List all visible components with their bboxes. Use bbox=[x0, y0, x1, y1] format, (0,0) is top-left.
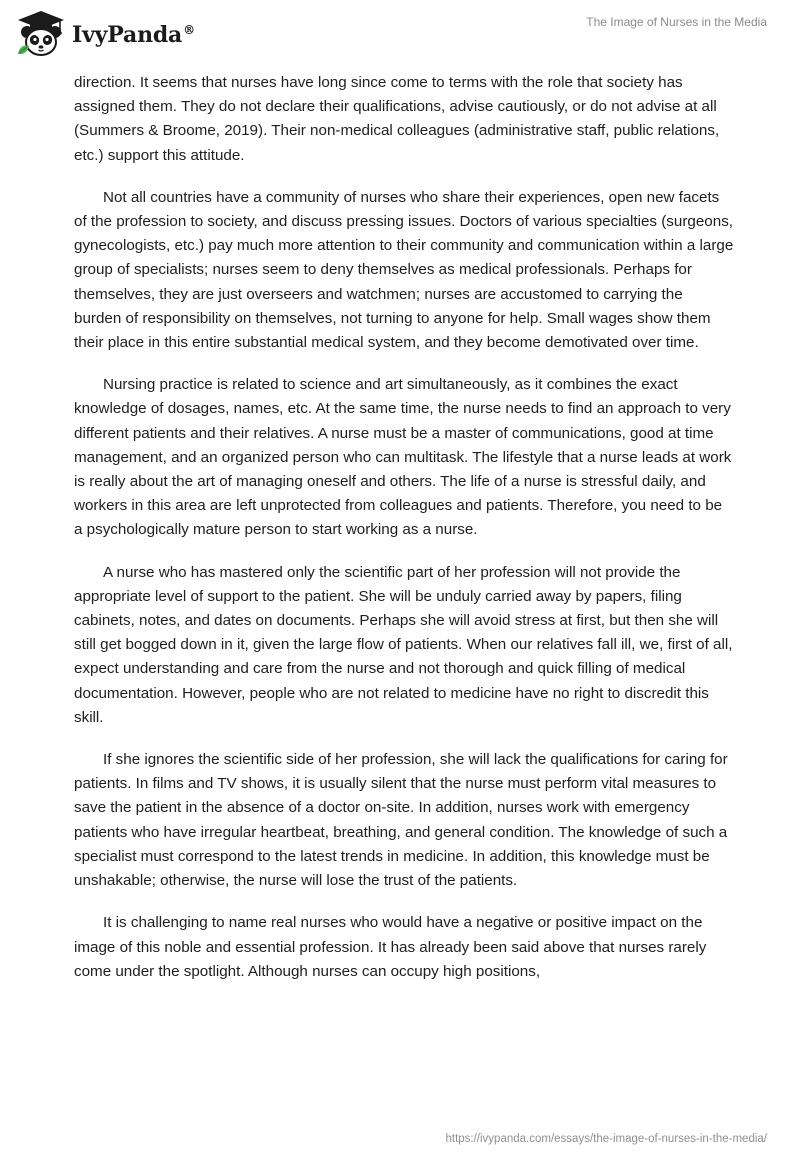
page-header bbox=[0, 0, 800, 70]
essay-body bbox=[74, 71, 734, 1002]
panda-graduate-icon bbox=[14, 8, 68, 60]
ivypanda-logo[interactable] bbox=[14, 8, 195, 60]
paragraph-5: If she ignores the scientific side of her profession, she will lack the qualifications for caring for patients. In films and TV shows, it is usually silent that the nurse must perform vital measures to save the patient in the absence of a doctor on-site. In addition, nurses work with emergency patients who have irregular heartbeat, breathing, and general condition. The knowledge of such a specialist must correspond to the latest trends in medicine. In addition, this knowledge must be unshakable; otherwise, the nurse will lose the trust of the patients. bbox=[74, 751, 728, 890]
paragraph-4: A nurse who has mastered only the scientific part of her profession will not provide the appropriate level of support to the patient. She will be unduly carried away by papers, filing cabinets, notes, and dates on documents. Perhaps she will avoid stress at first, but then she will still get bogged down in it, given the large flow of patients. When our relatives fall ill, we, first of all, expect understanding and care from the nurse and not thorough and quick filling of medical documentation. However, people who are not related to medicine have no right to discredit this skill. bbox=[74, 563, 733, 726]
paragraph-2: Not all countries have a community of nurses who share their experiences, open new facets of the profession to society, and discuss pressing issues. Doctors of various specialties (surgeons, gynecologists, etc.) pay much more attention to their community and communication within a large group of specialists; nurses seem to deny themselves as medical professionals. Perhaps for themselves, they are just overseers and watchmen; nurses are accustomed to carrying the burden of responsibility on themselves, not turning to anyone for help. Small wages show them their place in this entire substantial medical system, and they become demotivated over time. bbox=[74, 188, 734, 352]
document-title: The Image of Nurses in the Media bbox=[586, 15, 767, 29]
paragraph-3: Nursing practice is related to science and art simultaneously, as it combines the exact knowledge of dosages, names, etc. At the same time, the nurse needs to find an approach to very different patients and their relatives. A nurse must be a master of communications, good at time management, and an organized person who can multitask. The lifestyle that a nurse leads at work is really about the art of managing oneself and others. The life of a nurse is stressful daily, and workers in this area are left unprotected from colleagues and patients. Therefore, you need to be a psychologically mature person to start working as a nurse. bbox=[74, 376, 732, 539]
paragraph-1: direction. It seems that nurses have long since come to terms with the role that society has assigned them. They do not declare their qualifications, advise cautiously, or do not advise at all (Summers & Broome, 2019). Their non-medical colleagues (administrative staff, public relations, etc.) support this attitude. bbox=[74, 74, 720, 164]
source-url-link[interactable]: https://ivypanda.com/essays/the-image-of-nurses-in-the-media/ bbox=[445, 1133, 767, 1145]
brand-name: IvyPanda® bbox=[72, 22, 195, 48]
paragraph-6: It is challenging to name real nurses who would have a negative or positive impact on the image of this noble and essential profession. It has already been said above that nurses rarely come under the spotlight. Although nurses can occupy high positions, bbox=[74, 914, 707, 980]
registered-mark: ® bbox=[183, 22, 195, 37]
